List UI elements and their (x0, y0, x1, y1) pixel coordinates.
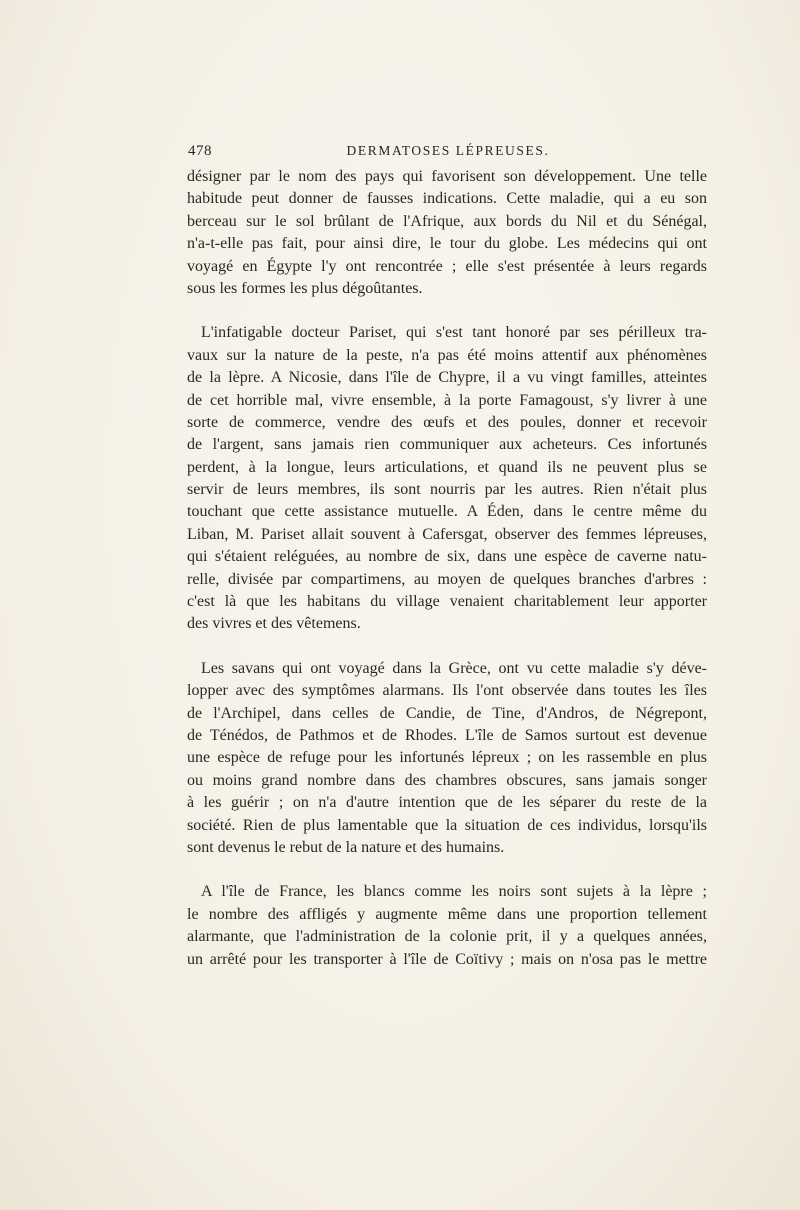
text-line: L'infatigable docteur Pariset, qui s'est tant honoré par ses périlleux tra- (201, 324, 707, 342)
paragraph (187, 881, 707, 971)
paragraph (187, 658, 707, 860)
text-line: une espèce de refuge pour les infortunés lépreux ; on les rassemble en plus (187, 749, 707, 767)
text-line: servir de leurs membres, ils sont nourris par les autres. Rien n'était plus (187, 481, 707, 499)
text-line: ou moins grand nombre dans des chambres obscures, sans jamais songer (187, 771, 707, 789)
text-line: habitude peut donner de fausses indications. Cette maladie, qui a eu son (187, 190, 707, 208)
text-line: de l'Archipel, dans celles de Candie, de Tine, d'Andros, de Négrepont, (187, 704, 707, 722)
text-line: berceau sur le sol brûlant de l'Afrique, aux bords du Nil et du Sénégal, (187, 212, 707, 230)
text-line: le nombre des affligés y augmente même dans une proportion tellement (187, 905, 707, 923)
text-line: c'est là que les habitans du village venaient charitablement leur apporter (187, 593, 707, 611)
text-line: de la lèpre. A Nicosie, dans l'île de Chypre, il a vu vingt familles, atteintes (187, 369, 707, 387)
text-line: A l'île de France, les blancs comme les noirs sont sujets à la lèpre ; (201, 883, 707, 901)
text-line: des vivres et des vêtemens. (187, 615, 361, 633)
paragraph (187, 166, 707, 300)
text-line: sont devenus le rebut de la nature et des humains. (187, 838, 505, 856)
text-line: sous les formes les plus dégoûtantes. (187, 279, 423, 297)
text-line: qui s'étaient reléguées, au nombre de six, dans une espèce de caverne natu- (187, 548, 707, 566)
text-line: touchant que cette assistance mutuelle. A Éden, dans le centre même du (187, 503, 707, 521)
text-line: sorte de commerce, vendre des œufs et des poules, donner et recevoir (187, 413, 707, 431)
text-line: lopper avec des symptômes alarmans. Ils l'ont observée dans toutes les îles (187, 682, 707, 700)
text-line: de Ténédos, de Pathmos et de Rhodes. L'île de Samos surtout est devenue (187, 726, 707, 744)
text-line: désigner par le nom des pays qui favorisent son développement. Une telle (187, 168, 707, 185)
text-line: alarmante, que l'administration de la colonie prit, il y a quelques années, (187, 928, 707, 946)
text-line: voyagé en Égypte l'y ont rencontrée ; elle s'est présentée à leurs regards (187, 257, 707, 275)
running-header (188, 143, 708, 165)
text-line: un arrêté pour les transporter à l'île de Coïtivy ; mais on n'osa pas le mettre (187, 950, 707, 968)
text-line: à les guérir ; on n'a d'autre intention que de les séparer du reste de la (187, 794, 707, 812)
text-line: relle, divisée par compartimens, au moyen de quelques branches d'arbres : (187, 570, 707, 588)
body-text (187, 166, 707, 971)
text-line: société. Rien de plus lamentable que la situation de ces individus, lorsqu'ils (187, 816, 707, 834)
text-line: de l'argent, sans jamais rien communiquer aux acheteurs. Ces infortunés (187, 436, 707, 454)
text-line: Liban, M. Pariset allait souvent à Cafersgat, observer des femmes lépreuses, (187, 525, 707, 543)
page-number: 478 (188, 143, 212, 159)
paragraph (187, 322, 707, 635)
text-line: perdent, à la longue, leurs articulations, et quand ils ne peuvent plus se (187, 458, 707, 476)
text-line: vaux sur la nature de la peste, n'a pas été moins attentif aux phénomènes (187, 346, 707, 364)
text-line: de cet horrible mal, vivre ensemble, à la porte Famagoust, s'y livrer à une (187, 391, 707, 409)
running-title: DERMATOSES LÉPREUSES. (346, 143, 550, 158)
text-line: n'a-t-elle pas fait, pour ainsi dire, le tour du globe. Les médecins qui ont (187, 235, 707, 253)
text-line: Les savans qui ont voyagé dans la Grèce, ont vu cette maladie s'y déve- (201, 659, 707, 677)
